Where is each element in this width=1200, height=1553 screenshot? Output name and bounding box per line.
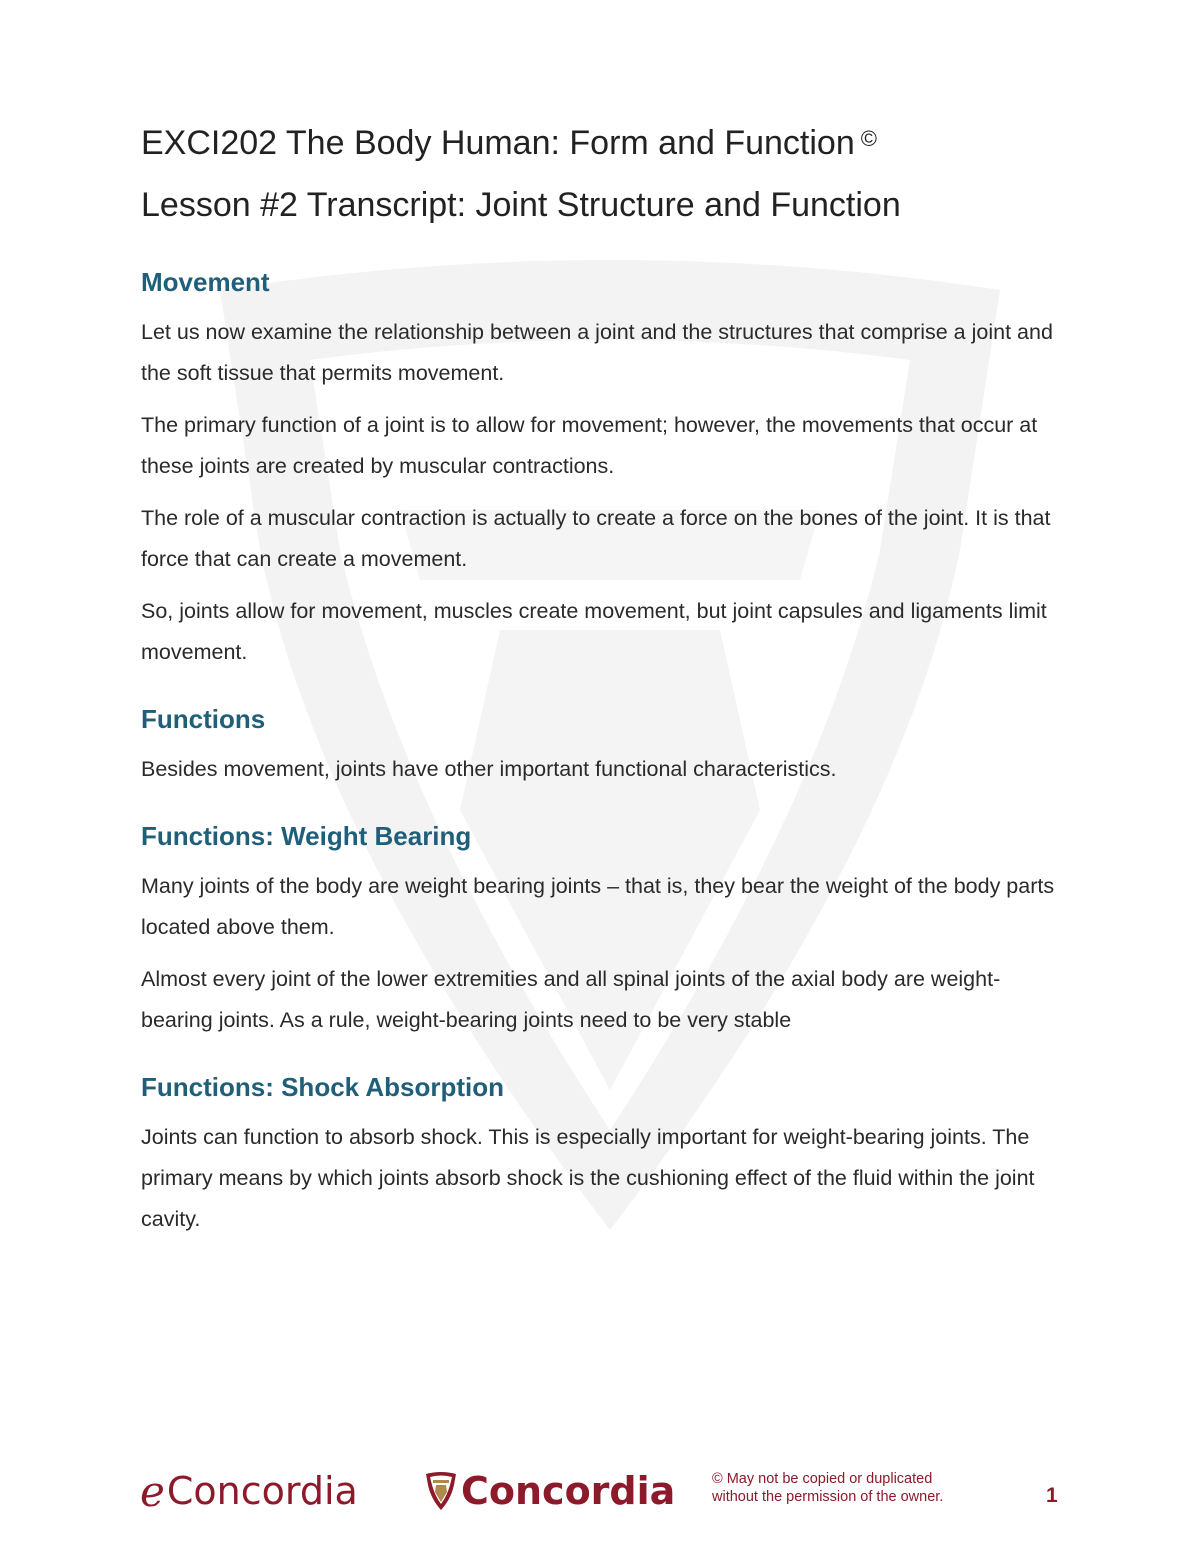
section-functions [141, 701, 1061, 790]
section-heading: Functions: Shock Absorption [141, 1072, 505, 1102]
section-heading: Functions: Weight Bearing [141, 821, 472, 851]
paragraph: The role of a muscular contraction is actually to create a force on the bones of the joint. It is that force that can create a movement. [141, 506, 1051, 571]
section-movement [141, 264, 1061, 673]
paragraph: Almost every joint of the lower extremities and all spinal joints of the axial body are weight-bearing joints. As a rule, weight-bearing joints need to be very stable [141, 967, 1001, 1032]
paragraph: Many joints of the body are weight bearing joints – that is, they bear the weight of the body parts located above them. [141, 874, 1055, 939]
paragraph: Joints can function to absorb shock. This is especially important for weight-bearing joints. The primary means by which joints absorb shock is the cushioning effect of the fluid within the joint cavity. [141, 1125, 1035, 1231]
econcordia-logo [140, 1466, 358, 1516]
section-weight-bearing [141, 818, 1061, 1041]
concordia-crest-icon [425, 1471, 457, 1511]
document-subtitle: Lesson #2 Transcript: Joint Structure and Function [141, 186, 901, 224]
paragraph: So, joints allow for movement, muscles create movement, but joint capsules and ligaments limit movement. [141, 599, 1047, 664]
copyright-notice-line: © May not be copied or duplicated [712, 1471, 933, 1487]
concordia-logo-text: Concordia [461, 1469, 676, 1513]
paragraph: Let us now examine the relationship between a joint and the structures that comprise a joint and the soft tissue that permits movement. [141, 320, 1053, 385]
document-title [141, 108, 1061, 174]
section-heading: Movement [141, 267, 270, 297]
copyright-notice-line: without the permission of the owner. [712, 1489, 944, 1505]
page-footer [0, 1460, 1200, 1540]
page-number: 1 [1046, 1484, 1058, 1507]
paragraph: Besides movement, joints have other important functional characteristics. [141, 757, 837, 781]
econcordia-logo-text: Concordia [166, 1469, 358, 1513]
paragraph: The primary function of a joint is to allow for movement; however, the movements that occur at these joints are created by muscular contractions. [141, 413, 1038, 478]
econcordia-e-mark: e [140, 1466, 165, 1516]
title-line-1: EXCI202 The Body Human: Form and Function [141, 124, 855, 162]
page-content [141, 108, 1061, 1251]
concordia-logo [425, 1466, 675, 1516]
section-heading: Functions [141, 704, 266, 734]
section-shock-absorption [141, 1069, 1061, 1240]
copyright-notice [712, 1470, 943, 1506]
copyright-symbol: © [860, 126, 877, 151]
